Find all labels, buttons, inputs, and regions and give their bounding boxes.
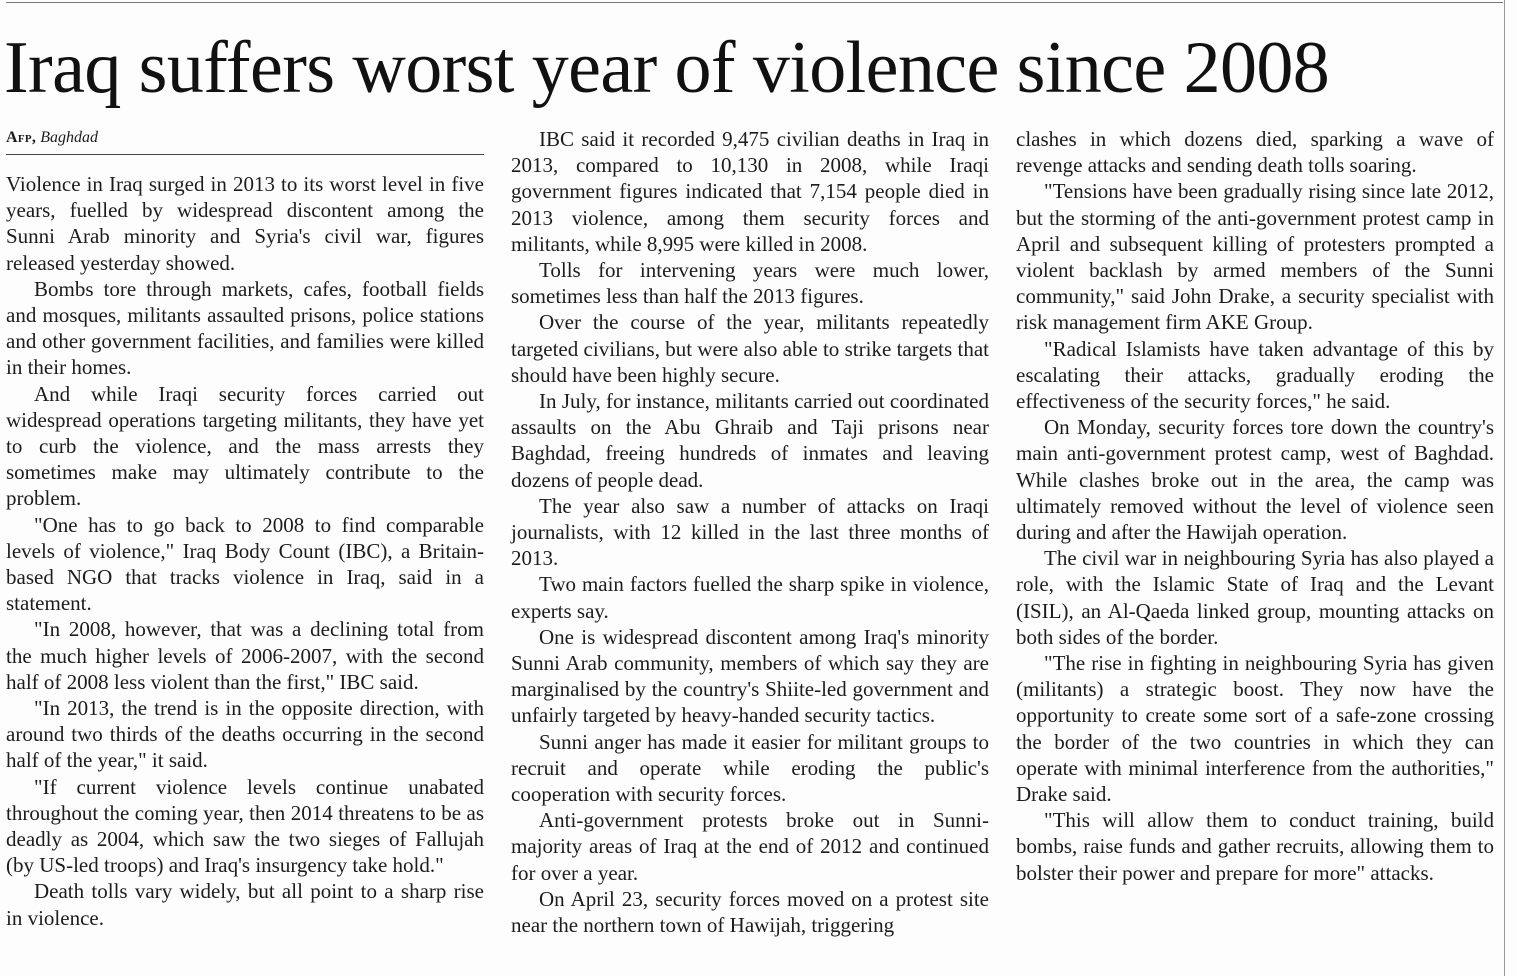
paragraph: Anti-government protests broke out in Sunni-majority areas of Iraq at the end of 2012 and continued for over a year. [511,808,989,885]
paragraph: "In 2008, however, that was a declining total from the much higher levels of 2006-2007, with the second half of 2008 less violent than the first," IBC said. [6,617,484,694]
paragraph: "The rise in fighting in neighbouring Syria has given (militants) a strategic boost. They now have the opportunity to create some sort of a safe-zone crossing the border of the two countries in which they can operate with minimal interference from the authorities," Drake said. [1016,651,1494,807]
article-column-3 [1016,126,1494,886]
paragraph: Violence in Iraq surged in 2013 to its worst level in five years, fuelled by widespread discontent among the Sunni Arab minority and Syria's civil war, figures released yesterday showed. [6,172,484,275]
paragraph: Two main factors fuelled the sharp spike in violence, experts say. [511,572,989,623]
paragraph: "This will allow them to conduct training, build bombs, raise funds and gather recruits, allowing them to bolster their power and prepare for more" attacks. [1016,808,1494,885]
paragraph: "In 2013, the trend is in the opposite direction, with around two thirds of the deaths occurring in the second half of the year," it said. [6,696,484,773]
paragraph: Over the course of the year, militants repeatedly targeted civilians, but were also able to strike targets that should have been highly secure. [511,310,989,387]
paragraph: In July, for instance, militants carried out coordinated assaults on the Abu Ghraib and Taji prisons near Baghdad, freeing hundreds of inmates and leaving dozens of people dead. [511,389,989,492]
paragraph: Sunni anger has made it easier for militant groups to recruit and operate while eroding the public's cooperation with security forces. [511,729,989,807]
article-column-2 [511,126,989,938]
paragraph: "Radical Islamists have taken advantage of this by escalating their attacks, gradually eroding the effectiveness of the security forces," he said. [1016,336,1494,414]
paragraph: Tolls for intervening years were much lower, sometimes less than half the 2013 figures. [511,258,989,309]
paragraph: IBC said it recorded 9,475 civilian deaths in Iraq in 2013, compared to 10,130 in 2008, while Iraqi government figures indicated that 7,154 people died in 2013 violence, among them security forces and militants, while 8,995 were killed in 2008. [511,127,989,256]
byline [6,126,484,152]
paragraph: Bombs tore through markets, cafes, football fields and mosques, militants assaulted prisons, police stations and other government facilities, and families were killed in their homes. [6,276,484,380]
paragraph: On April 23, security forces moved on a protest site near the northern town of Hawijah, triggering [511,886,989,938]
paragraph: And while Iraqi security forces carried out widespread operations targeting militants, they have yet to curb the violence, and the mass arrests they sometimes make may ultimately contribute to the problem. [6,381,484,511]
paragraph: The year also saw a number of attacks on Iraqi journalists, with 12 killed in the last three months of 2013. [511,493,989,571]
paragraph: "Tensions have been gradually rising since late 2012, but the storming of the anti-government protest camp in April and subsequent killing of protesters prompted a violent backlash by armed members of the Sunni community," said John Drake, a security specialist with risk management firm AKE Group. [1016,179,1494,335]
paragraph: clashes in which dozens died, sparking a wave of revenge attacks and sending death tolls soaring. [1016,127,1494,178]
article-column-1 [6,126,484,931]
paragraph: "One has to go back to 2008 to find comparable levels of violence," Iraq Body Count (IBC), a Britain-based NGO that tracks violence in Iraq, said in a statement. [6,512,484,616]
byline-agency: Afp, [6,129,37,146]
right-column-rule [1504,0,1505,976]
byline-place: Baghdad [40,129,98,146]
paragraph: On Monday, security forces tore down the country's main anti-government protest camp, west of Baghdad. While clashes broke out in the area, the camp was ultimately removed without the level of violence seen during and after the Hawijah operation. [1016,415,1494,545]
byline-rule [6,154,484,155]
paragraph: "If current violence levels continue unabated throughout the coming year, then 2014 threatens to be as deadly as 2004, which saw the two sieges of Fallujah (by US-led troops) and Iraq's insurgency take hold." [6,774,484,878]
top-rule [6,2,1503,3]
paragraph: The civil war in neighbouring Syria has also played a role, with the Islamic State of Iraq and the Levant (ISIL), an Al-Qaeda linked group, mounting attacks on both sides of the border. [1016,546,1494,649]
paragraph: One is widespread discontent among Iraq's minority Sunni Arab community, members of which say they are marginalised by the country's Shiite-led government and unfairly targeted by heavy-handed security tactics. [511,624,989,728]
paragraph: Death tolls vary widely, but all point to a sharp rise in violence. [6,879,484,930]
headline: Iraq suffers worst year of violence since 2008 [4,27,1330,109]
